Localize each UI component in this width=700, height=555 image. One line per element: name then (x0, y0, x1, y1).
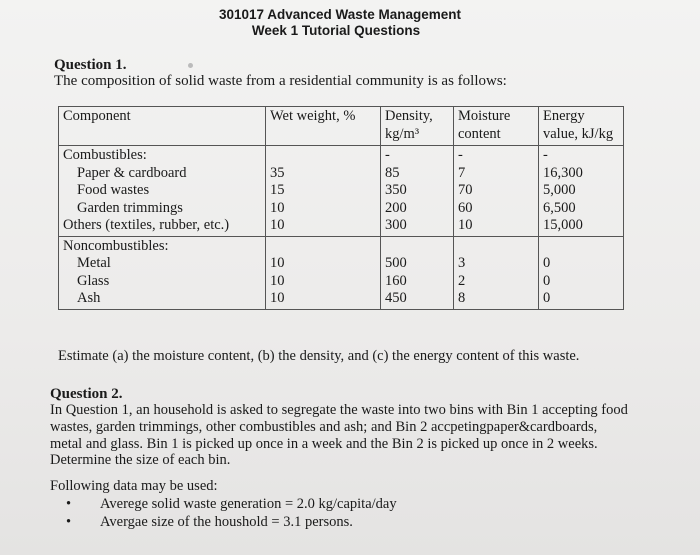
dash: - (385, 147, 390, 163)
question-2-title: Question 2. (50, 386, 123, 402)
density-value: 160 (385, 272, 407, 289)
row-name: Food wastes (77, 182, 150, 198)
group-label-noncombustibles: Noncombustibles: (63, 237, 169, 254)
wet-value: 10 (270, 272, 285, 289)
density-value: 200 (385, 199, 407, 216)
row-name: Others (textiles, rubber, etc.) (63, 217, 230, 233)
wet-value: 10 (270, 255, 285, 271)
question-2-text (50, 402, 690, 469)
dash: - (458, 147, 463, 163)
header-moisture-line1: Moisture (458, 108, 511, 124)
noncombustibles-moisture (454, 236, 539, 309)
header-density (381, 107, 454, 146)
header-energy-line1: Energy (543, 108, 585, 124)
moisture-value: 3 (458, 255, 466, 271)
combustibles-density (381, 146, 454, 237)
density-value: 500 (385, 255, 407, 271)
moisture-value: 8 (458, 290, 466, 306)
group-label-combustibles: Combustibles: (63, 147, 147, 163)
question-2-line: In Question 1, an household is asked to segregate the waste into two bins with Bin 1 accepting food (50, 402, 628, 418)
moisture-value: 60 (458, 199, 473, 216)
bullet-text: Avergae size of the houshold = 3.1 persons. (100, 514, 353, 530)
energy-value: 16,300 (543, 164, 583, 181)
header-energy-line2: value, kJ/kg (543, 125, 614, 142)
combustibles-energy (539, 146, 624, 237)
moisture-value: 70 (458, 182, 473, 198)
combustibles-wet (266, 146, 381, 237)
data-bullet-list (66, 495, 397, 531)
energy-value: 0 (543, 290, 551, 306)
dash: - (543, 147, 548, 163)
question-1-title: Question 1. (54, 57, 127, 73)
row-name: Ash (77, 290, 101, 306)
wet-value: 10 (270, 199, 285, 216)
table-header-row (59, 107, 624, 146)
header-moisture (454, 107, 539, 146)
list-item (66, 495, 397, 513)
combustibles-moisture (454, 146, 539, 237)
table-row-noncombustibles (59, 236, 624, 309)
row-name: Paper & cardboard (77, 164, 187, 181)
header-wet-weight: Wet weight, % (266, 107, 381, 146)
moisture-value: 7 (458, 164, 466, 181)
question-1-text: The composition of solid waste from a residential community is as follows: (54, 73, 507, 89)
bullet-icon: • (66, 496, 72, 512)
header-moisture-line2: content (458, 125, 501, 142)
combustibles-names (59, 146, 266, 237)
energy-value: 6,500 (543, 199, 576, 216)
wet-value: 35 (270, 164, 285, 181)
cursor-dot-icon (188, 63, 193, 68)
wet-value: 10 (270, 217, 285, 233)
estimate-instruction: Estimate (a) the moisture content, (b) the density, and (c) the energy content of this waste. (58, 348, 580, 364)
noncombustibles-energy (539, 236, 624, 309)
density-value: 350 (385, 182, 407, 198)
wet-value: 15 (270, 182, 285, 198)
bullet-text: Averege solid waste generation = 2.0 kg/capita/day (100, 496, 397, 512)
row-name: Glass (77, 272, 110, 289)
row-name: Metal (77, 255, 111, 271)
bullet-icon: • (66, 514, 72, 530)
question-2-line: Determine the size of each bin. (50, 452, 231, 469)
wet-value: 10 (270, 290, 285, 306)
density-value: 85 (385, 164, 400, 181)
density-value: 450 (385, 290, 407, 306)
following-data-label: Following data may be used: (50, 478, 218, 494)
question-2-line: wastes, garden trimmings, other combustibles and ash; and Bin 2 accpetingpaper&cardboards, (50, 418, 598, 435)
moisture-value: 10 (458, 217, 473, 233)
header-density-line2: kg/m³ (385, 125, 420, 142)
energy-value: 0 (543, 255, 551, 271)
header-energy (539, 107, 624, 146)
list-item (66, 513, 397, 531)
noncombustibles-wet (266, 236, 381, 309)
noncombustibles-names (59, 236, 266, 309)
composition-table (58, 106, 624, 310)
header-component: Component (59, 107, 266, 146)
moisture-value: 2 (458, 272, 466, 289)
energy-value: 5,000 (543, 182, 576, 198)
energy-value: 15,000 (543, 217, 583, 233)
table-row-combustibles (59, 146, 624, 237)
noncombustibles-density (381, 236, 454, 309)
course-title: 301017 Advanced Waste Management (218, 7, 462, 22)
question-2-line: metal and glass. Bin 1 is picked up once in a week and the Bin 2 is picked up once in 2 weeks. (50, 435, 598, 452)
header-density-line1: Density, (385, 108, 433, 124)
energy-value: 0 (543, 272, 551, 289)
row-name: Garden trimmings (77, 199, 183, 216)
density-value: 300 (385, 217, 407, 233)
tutorial-subtitle: Week 1 Tutorial Questions (251, 23, 421, 38)
